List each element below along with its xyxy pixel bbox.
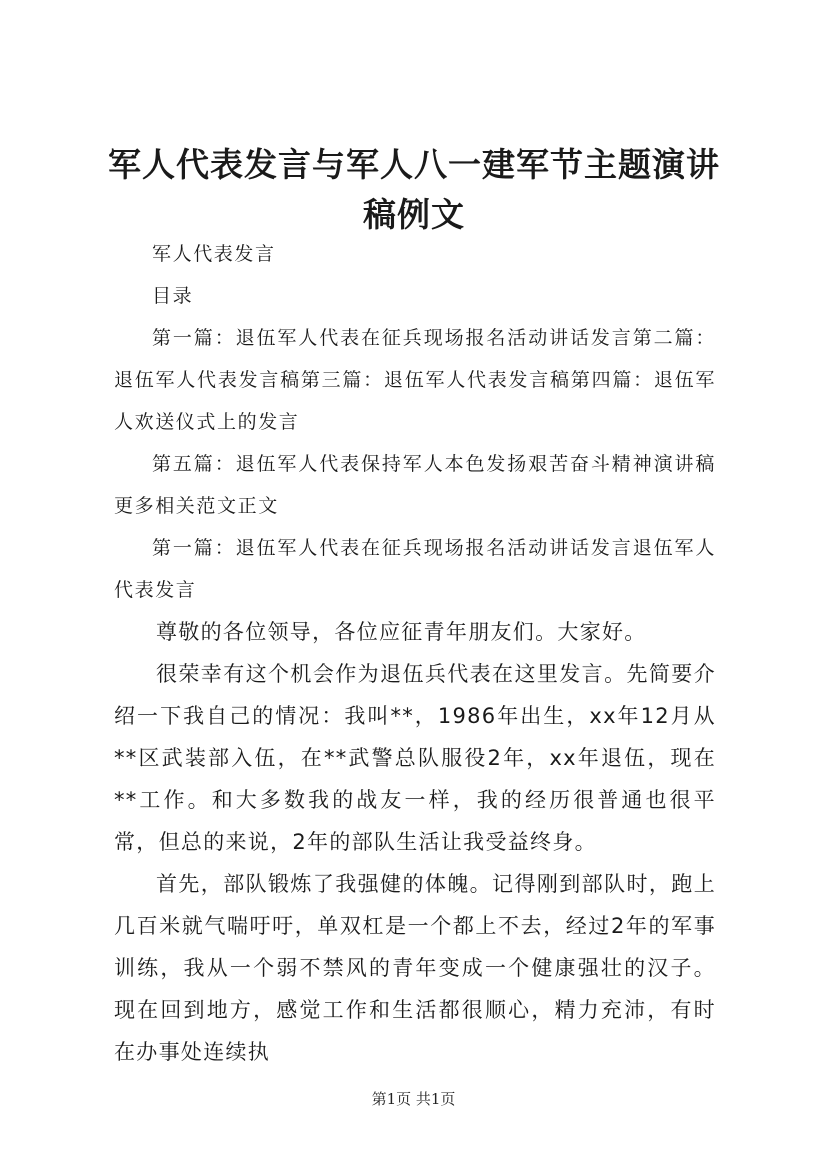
page-footer: 第1页 共1页 — [371, 1090, 456, 1108]
toc-entry: 第五篇：退伍军人代表保持军人本色发扬艰苦奋斗精神演讲稿更多相关范文正文 — [114, 453, 716, 517]
section-heading: 军人代表发言 — [152, 243, 276, 265]
toc-entry: 第一篇：退伍军人代表在征兵现场报名活动讲话发言第二篇：退伍军人代表发言稿第三篇：退伍军人代表发言稿第四篇：退伍军人欢送仪式上的发言 — [114, 327, 716, 433]
document-body — [114, 233, 716, 1073]
body-paragraph: 首先，部队锻炼了我强健的体魄。记得刚到部队时，跑上几百米就气喘吁吁，单双杠是一个都上不去，经过2年的军事训练，我从一个弱不禁风的青年变成一个健康强壮的汉子。现在回到地方，感觉工作和生活都很顺心，精力充沛，有时在办事处连续执 — [114, 872, 716, 1064]
body-paragraph: 尊敬的各位领导，各位应征青年朋友们。大家好。 — [156, 620, 647, 644]
toc-heading: 目录 — [152, 285, 194, 307]
document-title: 军人代表发言与军人八一建军节主题演讲稿例文 — [108, 145, 720, 234]
body-paragraph: 很荣幸有这个机会作为退伍兵代表在这里发言。先简要介绍一下我自己的情况：我叫**，1986年出生，xx年12月从**区武装部入伍，在**武警总队服役2年，xx年退伍，现在**工作。和大多数我的战友一样，我的经历很普通也很平常，但总的来说，2年的部队生活让我受益终身。 — [114, 662, 716, 854]
chapter-heading: 第一篇：退伍军人代表在征兵现场报名活动讲话发言退伍军人代表发言 — [114, 537, 716, 601]
